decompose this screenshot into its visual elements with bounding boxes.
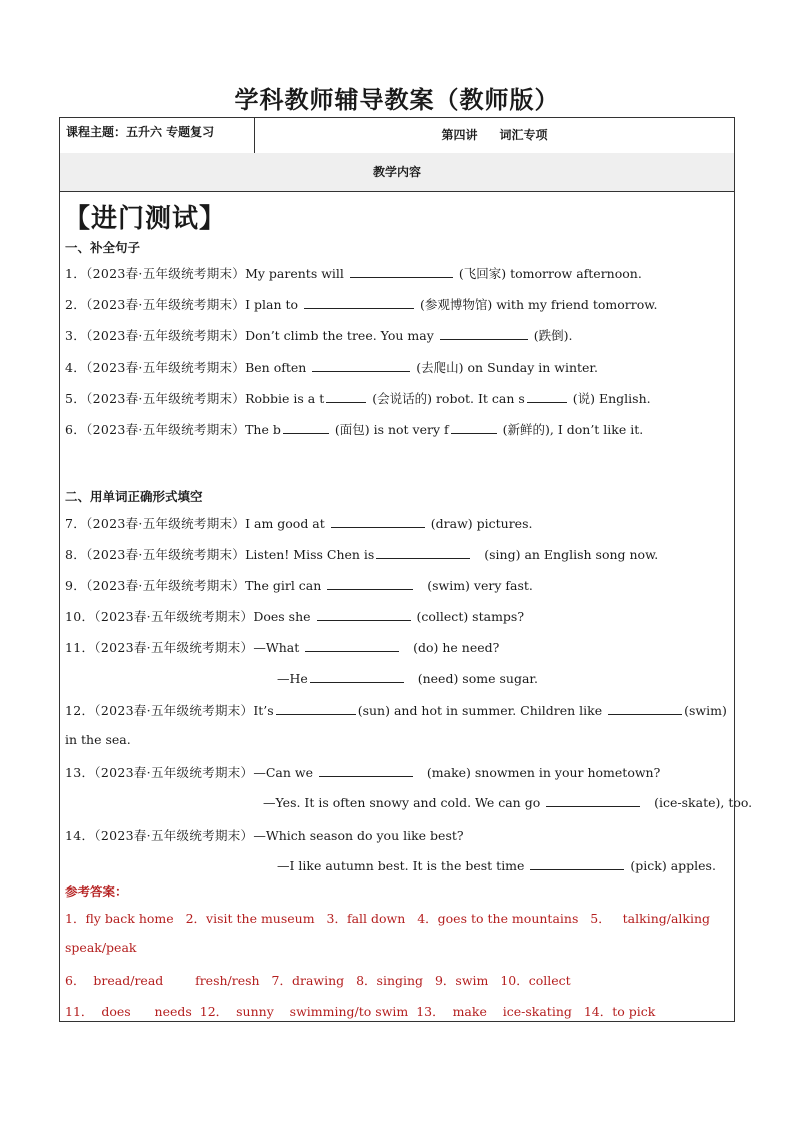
question-12: 12．（2023春·五年级统考期末）It’s (sun) and hot in summer. Children like (swim) xyxy=(65,703,727,718)
question-3: 3．（2023春·五年级统考期末）Don’t climb the tree. You may (跌倒). xyxy=(65,328,573,343)
header-row xyxy=(60,118,734,154)
page-title: 学科教师辅导教案（教师版） xyxy=(234,86,560,114)
question-6: 6．（2023春·五年级统考期末）The b (面包) is not very f (新鲜的), I don’t like it. xyxy=(65,422,644,437)
lecture-info xyxy=(255,118,734,153)
question-4: 4．（2023春·五年级统考期末）Ben often (去爬山) on Sunday in winter. xyxy=(65,360,598,375)
question-13: 13．（2023春·五年级统考期末）—Can we (make) snowmen in your hometown? xyxy=(65,765,661,780)
question-1: 1．（2023春·五年级统考期末）My parents will (飞回家) tomorrow afternoon. xyxy=(65,266,642,281)
answers-line-2: speak/peak xyxy=(65,940,137,955)
course-topic: 课程主题：五升六 专题复习 xyxy=(60,118,255,153)
answers-line-1: 1．fly back home 2．visit the museum 3．fall down 4．goes to the mountains 5． talking/alking xyxy=(65,911,711,926)
lecture-number: 第四讲 xyxy=(441,128,478,142)
lesson-table xyxy=(59,117,753,1022)
question-5: 5．（2023春·五年级统考期末）Robbie is a t (会说话的) robot. It can s (说) English. xyxy=(65,391,651,406)
question-14-reply: —I like autumn best. It is the best time (pick) apples. xyxy=(277,858,716,873)
question-12-cont: in the sea. xyxy=(65,732,131,747)
question-10: 10．（2023春·五年级统考期末）Does she (collect) stamps? xyxy=(65,609,525,624)
question-14: 14．（2023春·五年级统考期末）—Which season do you like best? xyxy=(65,828,464,843)
test-heading: 【进门测试】 xyxy=(64,204,227,234)
question-11-reply: —He (need) some sugar. xyxy=(277,671,538,686)
section1-title: 一、补全句子 xyxy=(65,240,141,255)
lecture-topic: 词汇专项 xyxy=(499,128,548,142)
content-label: 教学内容 xyxy=(60,153,734,192)
content-body xyxy=(60,192,753,1021)
answers-line-4: 11． does needs 12． sunny swimming/to swim 13． make ice-skating 14．to pick xyxy=(65,1004,656,1019)
question-8: 8．（2023春·五年级统考期末）Listen! Miss Chen is (sing) an English song now. xyxy=(65,547,659,562)
question-7: 7．（2023春·五年级统考期末）I am good at (draw) pictures. xyxy=(65,516,533,531)
question-9: 9．（2023春·五年级统考期末）The girl can (swim) very fast. xyxy=(65,578,533,593)
answers-line-3: 6． bread/read fresh/resh 7．drawing 8．singing 9．swim 10．collect xyxy=(65,973,571,988)
question-2: 2．（2023春·五年级统考期末）I plan to (参观博物馆) with my friend tomorrow. xyxy=(65,297,658,312)
question-13-reply: —Yes. It is often snowy and cold. We can go (ice-skate), too. xyxy=(263,795,753,810)
section2-title: 二、用单词正确形式填空 xyxy=(65,489,203,504)
answers-heading: 参考答案： xyxy=(65,884,128,899)
question-11: 11．（2023春·五年级统考期末）—What (do) he need? xyxy=(65,640,500,655)
